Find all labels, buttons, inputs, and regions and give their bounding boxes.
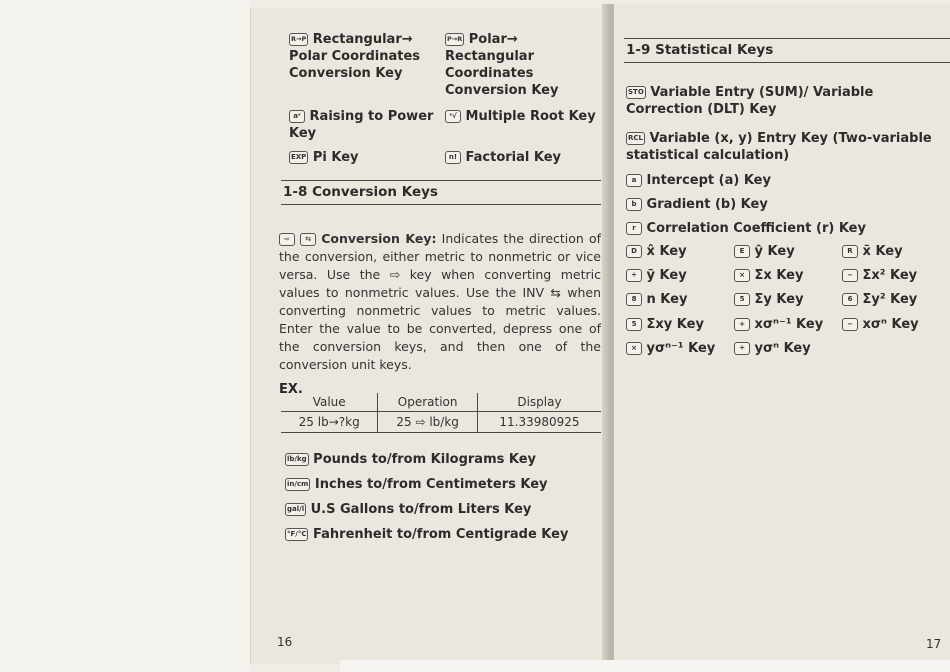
rp-key-icon: R→P — [289, 33, 308, 46]
f-c-key-icon: °F/°C — [285, 528, 308, 541]
var-key-icon: 6 — [842, 293, 858, 306]
var-key-sumxy — [626, 317, 704, 332]
gradient-key-text: Gradient (b) Key — [646, 197, 768, 212]
power-key-entry — [289, 108, 449, 142]
var-key-label: yσⁿ⁻¹ Key — [646, 341, 716, 356]
intercept-key-entry — [626, 172, 771, 189]
factorial-key-icon: n! — [445, 151, 461, 164]
xy-entry-key-entry — [626, 130, 946, 164]
correlation-key-text: Correlation Coefficient (r) Key — [646, 221, 866, 236]
gallons-liters-text: U.S Gallons to/from Liters Key — [310, 502, 532, 517]
fahrenheit-centigrade-text: Fahrenheit to/from Centigrade Key — [313, 527, 569, 542]
sto-key-icon: STO — [626, 86, 646, 99]
var-key-label: Σxy Key — [646, 317, 704, 332]
rcl-key-icon: RCL — [626, 132, 645, 145]
var-key-label: yσⁿ Key — [754, 341, 811, 356]
factorial-key-text: Factorial Key — [465, 150, 562, 165]
var-key-label: ȳ Key — [646, 268, 687, 283]
a-key-icon: a — [626, 174, 642, 187]
var-key-icon: ÷ — [626, 269, 642, 282]
var-key-label: n Key — [646, 292, 688, 307]
var-key-label: Σx Key — [754, 268, 804, 283]
example-cell-display: 11.33980925 — [477, 412, 601, 433]
conversion-body: Indicates the direction of the conversion, either metric to nonmetric or vice versa. Use the ⇨ key when converting metric values to nonmetric values. Use the INV ⇆ when converting nonmetric values to metric values. Enter the value to be converted, depress one of the conversion keys, and then one of the conversion unit keys. — [279, 231, 601, 372]
xy-entry-key-text: Variable (x, y) Entry Key (Two-variable statistical calculation) — [626, 131, 932, 163]
var-key-ysigma-n1 — [626, 341, 715, 356]
var-key-icon: R — [842, 245, 858, 258]
polar-rect-key-text: Polar→ Rectangular Coordinates Conversion Key — [445, 32, 559, 98]
var-key-label: xσⁿ⁻¹ Key — [754, 317, 824, 332]
example-cell-value: 25 lb→?kg — [281, 412, 378, 433]
root-key-text: Multiple Root Key — [465, 109, 596, 124]
page-bottom-edge — [340, 660, 950, 672]
r-key-icon: r — [626, 222, 642, 235]
intercept-key-text: Intercept (a) Key — [646, 173, 771, 188]
example-header-display: Display — [477, 393, 601, 412]
gal-l-key-icon: gal/l — [285, 503, 306, 516]
var-key-label: x̄ Key — [862, 244, 903, 259]
conversion-label: Conversion Key: — [321, 231, 437, 246]
page-number-right: 17 — [926, 637, 942, 651]
right-page — [614, 4, 950, 662]
var-key-ybar — [626, 268, 687, 283]
var-key-sumy — [734, 292, 804, 307]
factorial-key-entry — [445, 149, 561, 166]
inches-centimeters-key — [285, 477, 548, 492]
rect-polar-key-text: Rectangular→ Polar Coordinates Conversion Key — [289, 32, 420, 81]
example-table — [281, 393, 601, 433]
var-key-icon: − — [842, 318, 858, 331]
section-title-statistical: 1-9 Statistical Keys — [624, 38, 950, 63]
var-key-sumx — [734, 268, 803, 283]
pi-key-text: Pi Key — [312, 150, 359, 165]
var-key-sumy2 — [842, 292, 917, 307]
var-key-label: xσⁿ Key — [862, 317, 919, 332]
example-label: EX. — [279, 382, 303, 397]
conversion-swap-icon: ⇆ — [300, 233, 316, 246]
var-key-label: Σy Key — [754, 292, 804, 307]
sum-dlt-key-text: Variable Entry (SUM)/ Variable Correction (DLT) Key — [626, 85, 874, 117]
example-header-value: Value — [281, 393, 378, 412]
var-key-label: Σy² Key — [862, 292, 918, 307]
var-key-xsigma-n1 — [734, 317, 823, 332]
example-cell-operation: 25 ⇨ lb/kg — [378, 412, 478, 433]
lb-kg-key-icon: lb/kg — [285, 453, 309, 466]
in-cm-key-icon: in/cm — [285, 478, 310, 491]
root-key-entry — [445, 108, 605, 125]
conversion-arrow-icon: ⇨ — [279, 233, 295, 246]
power-key-text: Raising to Power Key — [289, 109, 434, 141]
var-key-n — [626, 292, 687, 307]
var-key-icon: − — [842, 269, 858, 282]
var-key-icon: 5 — [626, 318, 642, 331]
var-key-icon: 5 — [734, 293, 750, 306]
section-title-conversion: 1-8 Conversion Keys — [281, 180, 601, 205]
var-key-label: ŷ Key — [754, 244, 795, 259]
var-key-icon: 8 — [626, 293, 642, 306]
example-header-operation: Operation — [378, 393, 478, 412]
gradient-key-entry — [626, 196, 768, 213]
pi-key-entry — [289, 149, 359, 166]
var-key-icon: ÷ — [734, 342, 750, 355]
gallons-liters-key — [285, 502, 531, 517]
var-key-icon: E — [734, 245, 750, 258]
var-key-ysigma-n — [734, 341, 811, 356]
var-key-icon: × — [626, 342, 642, 355]
left-page — [250, 8, 612, 664]
var-key-yhat — [734, 244, 795, 259]
page-number-left: 16 — [277, 635, 293, 649]
var-key-sumx2 — [842, 268, 917, 283]
pounds-kilograms-text: Pounds to/from Kilograms Key — [313, 452, 537, 467]
background-left — [0, 0, 250, 672]
var-key-icon: × — [734, 269, 750, 282]
pr-key-icon: P→R — [445, 33, 464, 46]
pi-key-icon: EXP — [289, 151, 308, 164]
rect-polar-key-entry — [289, 31, 449, 82]
pounds-kilograms-key — [285, 452, 536, 467]
var-key-icon: + — [734, 318, 750, 331]
var-key-icon: D — [626, 245, 642, 258]
b-key-icon: b — [626, 198, 642, 211]
power-key-icon: aˣ — [289, 110, 305, 123]
correlation-key-entry — [626, 220, 866, 237]
var-key-xsigma-n — [842, 317, 919, 332]
var-key-xhat — [626, 244, 687, 259]
var-key-label: Σx² Key — [862, 268, 918, 283]
root-key-icon: ˣ√ — [445, 110, 461, 123]
var-key-xbar — [842, 244, 903, 259]
fahrenheit-centigrade-key — [285, 527, 568, 542]
inches-centimeters-text: Inches to/from Centimeters Key — [314, 477, 548, 492]
polar-rect-key-entry — [445, 31, 605, 99]
table-row — [281, 412, 601, 433]
var-key-label: x̂ Key — [646, 244, 687, 259]
sum-dlt-key-entry — [626, 84, 946, 118]
conversion-paragraph — [279, 230, 601, 374]
